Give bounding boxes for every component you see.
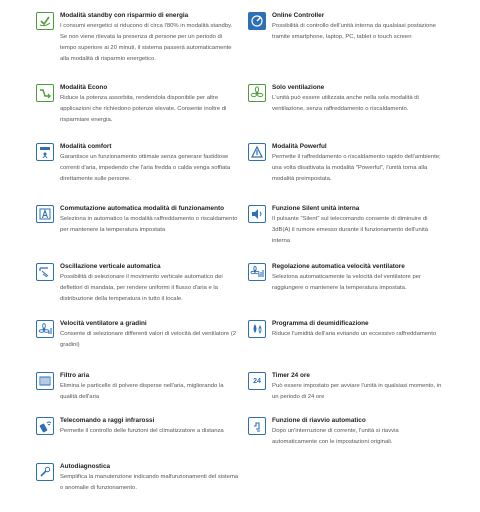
feature-title: Regolazione automatica velocità ventilatore (272, 263, 405, 270)
standby-eco-icon (36, 12, 54, 30)
feature-description: Semplifica la manutenzione indicando malfunzionamenti del sistema o anomalie di funzionamento. (60, 474, 239, 491)
feature-description: L'unità può essere utilizzata anche nella sola modalità di ventilazione, senza raffreddamento o riscaldamento. (272, 95, 419, 112)
feature-title: Modalità Econo (60, 84, 108, 91)
feature-title: Velocità ventilatore a gradini (60, 320, 147, 327)
feature-description: Seleziona automaticamente la velocità del ventilatore per raggiungere o mantenere la temperatura impostata. (272, 274, 421, 291)
feature-title: Programma di deumidificazione (272, 320, 369, 327)
feature-description: Riduce l'umidità dell'aria evitando un eccessivo raffreddamento (272, 331, 437, 337)
feature-description: Il pulsante "Silent" sul telecomando consente di diminuire di 3dB(A) il rumore emesso durante il funzionamento dell'unità interna (272, 216, 428, 244)
feature-description: Consente di selezionare differenti valori di velocità del ventilatore (2 gradini) (60, 331, 237, 348)
feature-title: Telecomando a raggi infrarossi (60, 417, 155, 424)
feature-description: Permette il controllo delle funzioni del climatizzatore a distanza (60, 428, 224, 434)
feature-description: Può essere impostato per avviare l'unità in qualsiasi momento, in un periodo di 24 ore (272, 383, 442, 400)
dry-program-icon (248, 320, 266, 338)
ir-remote-icon (36, 417, 54, 435)
feature-title: Funzione Silent unità interna (272, 205, 360, 212)
feature-title: Modalità Powerful (272, 143, 327, 150)
feature-description: Seleziona in automatico la modalità raffreddamento o riscaldamento per mantenere la temperatura impostata (60, 216, 238, 233)
auto-restart-icon (248, 417, 266, 435)
timer-24h-icon (248, 372, 266, 390)
feature-title: Funzione di riavvio automatico (272, 417, 366, 424)
feature-title: Autodiagnostica (60, 463, 111, 470)
feature-title: Timer 24 ore (272, 372, 310, 379)
feature-title: Modalità standby con risparmio di energia (60, 12, 189, 19)
self-diagnosis-icon (36, 463, 54, 481)
auto-switch-icon (36, 205, 54, 223)
feature-description: Elimina le particelle di polvere disperse nell'aria, migliorando la qualità dell'aria (60, 383, 224, 400)
auto-fan-speed-icon (248, 263, 266, 281)
feature-title: Commutazione automatica modalità di funzionamento (60, 205, 225, 212)
feature-description: Riduce la potenza assorbita, rendendola disponibile per altre applicazioni che richiedono potenze elevate. Consente inoltre di risparmiare energia. (60, 95, 227, 123)
feature-title: Filtro aria (60, 372, 90, 379)
eco-mode-icon (36, 84, 54, 102)
silent-mode-icon (248, 205, 266, 223)
feature-title: Modalità comfort (60, 143, 112, 150)
online-controller-icon (248, 12, 266, 30)
feature-description: Possibilità di selezionare il movimento verticale automatico dei deflettori di mandata, per rendere uniformi il flusso d'aria e la distribuzione della temperatura in tutto il locale. (60, 274, 223, 302)
fan-only-icon (248, 84, 266, 102)
fan-speed-steps-icon (36, 320, 54, 338)
feature-description: I consumi energetici si riducono di circa l'80% in modalità standby. Se non viene rilevata la presenza di persone per un periodo di tempo superiore ai 20 minuti, il sistema passerà automaticamente alla modalità di risparmio energetico. (60, 23, 233, 62)
feature-description: Dopo un'interruzione di corrente, l'unità si riavvia automaticamente con le impostazioni originali. (272, 428, 399, 445)
air-filter-icon (36, 372, 54, 390)
feature-title: Oscillazione verticale automatica (60, 263, 161, 270)
comfort-mode-icon (36, 143, 54, 161)
feature-title: Online Controller (272, 12, 325, 19)
feature-title: Solo ventilazione (272, 84, 325, 91)
feature-description: Garantisce un funzionamento ottimale senza generare fastidiose correnti d'aria, impedendo che l'aria fredda o calda venga soffiata direttamente sulle persone. (60, 154, 231, 182)
vertical-swing-icon (36, 263, 54, 281)
powerful-mode-icon (248, 143, 266, 161)
feature-description: Permette il raffreddamento o riscaldamento rapido dell'ambiente; una volta disattivata la modalità "Powerful", l'unità torna alla modalità preimpostata. (272, 154, 441, 182)
feature-description: Possibilità di controllo dell'unità interna da qualsiasi postazione tramite smartphone, laptop, PC, tablet o touch screen (272, 23, 436, 40)
timer-24h-label: 24 (253, 377, 261, 385)
